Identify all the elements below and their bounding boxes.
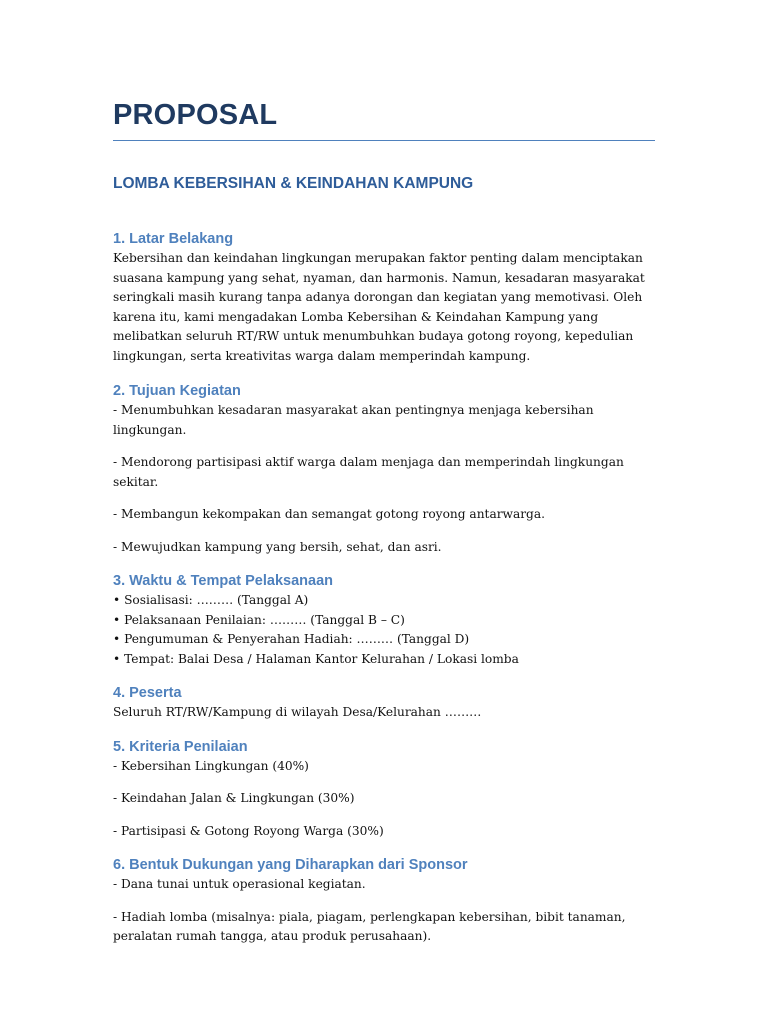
section-paragraph: Seluruh RT/RW/Kampung di wilayah Desa/Kelurahan ………: [113, 705, 482, 719]
list-item: - Mewujudkan kampung yang bersih, sehat, dan asri.: [113, 539, 442, 554]
list-item: - Menumbuhkan kesadaran masyarakat akan pentingnya menjaga kebersihan lingkungan.: [113, 403, 594, 437]
section-latar-belakang: [113, 229, 655, 366]
list-item: - Membangun kekompakan dan semangat gotong royong antarwarga.: [113, 507, 546, 521]
bullet-item: • Pelaksanaan Penilaian: ……… (Tanggal B – C): [113, 612, 405, 627]
section-heading: 1. Latar Belakang: [113, 231, 234, 247]
list-item: - Kebersihan Lingkungan (40%): [113, 758, 309, 773]
section-kriteria-penilaian: [113, 737, 655, 842]
bullet-item: • Sosialisasi: ……… (Tanggal A): [113, 593, 309, 607]
document-content: [113, 96, 655, 947]
section-paragraph: Kebersihan dan keindahan lingkungan merupakan faktor penting dalam menciptakan suasana kampung yang sehat, nyaman, dan harmonis. Namun, kesadaran masyarakat seringkali masih kurang tanpa adanya dorongan dan kegiatan yang memotivasi. Oleh karena itu, kami mengadakan Lomba Kebersihan & Keindahan Kampung yang melibatkan seluruh RT/RW untuk menumbuhkan budaya gotong royong, kepedulian lingkungan, serta kreativitas warga dalam memperindah kampung.: [113, 251, 645, 363]
section-waktu-tempat: [113, 571, 655, 669]
section-tujuan-kegiatan: [113, 381, 655, 557]
list-item: - Hadiah lomba (misalnya: piala, piagam, perlengkapan kebersihan, bibit tanaman, peralatan rumah tangga, atau produk perusahaan).: [113, 909, 626, 943]
bullet-item: • Pengumuman & Penyerahan Hadiah: ……… (Tanggal D): [113, 632, 470, 646]
section-heading: 4. Peserta: [113, 685, 182, 701]
title-divider: [113, 140, 655, 141]
list-item: - Mendorong partisipasi aktif warga dalam menjaga dan memperindah lingkungan sekitar.: [113, 455, 624, 489]
list-item: - Partisipasi & Gotong Royong Warga (30%): [113, 823, 384, 838]
section-heading: 2. Tujuan Kegiatan: [113, 383, 241, 399]
section-heading: 6. Bentuk Dukungan yang Diharapkan dari Sponsor: [113, 857, 468, 873]
document-title: PROPOSAL: [113, 99, 278, 131]
list-item: - Keindahan Jalan & Lingkungan (30%): [113, 791, 355, 805]
section-peserta: [113, 683, 655, 723]
list-item: - Dana tunai untuk operasional kegiatan.: [113, 877, 366, 891]
document-subtitle: LOMBA KEBERSIHAN & KEINDAHAN KAMPUNG: [113, 175, 474, 192]
section-heading: 5. Kriteria Penilaian: [113, 738, 248, 755]
section-heading: 3. Waktu & Tempat Pelaksanaan: [113, 573, 333, 589]
bullet-item: • Tempat: Balai Desa / Halaman Kantor Kelurahan / Lokasi lomba: [113, 651, 519, 666]
section-bentuk-dukungan: [113, 855, 655, 947]
